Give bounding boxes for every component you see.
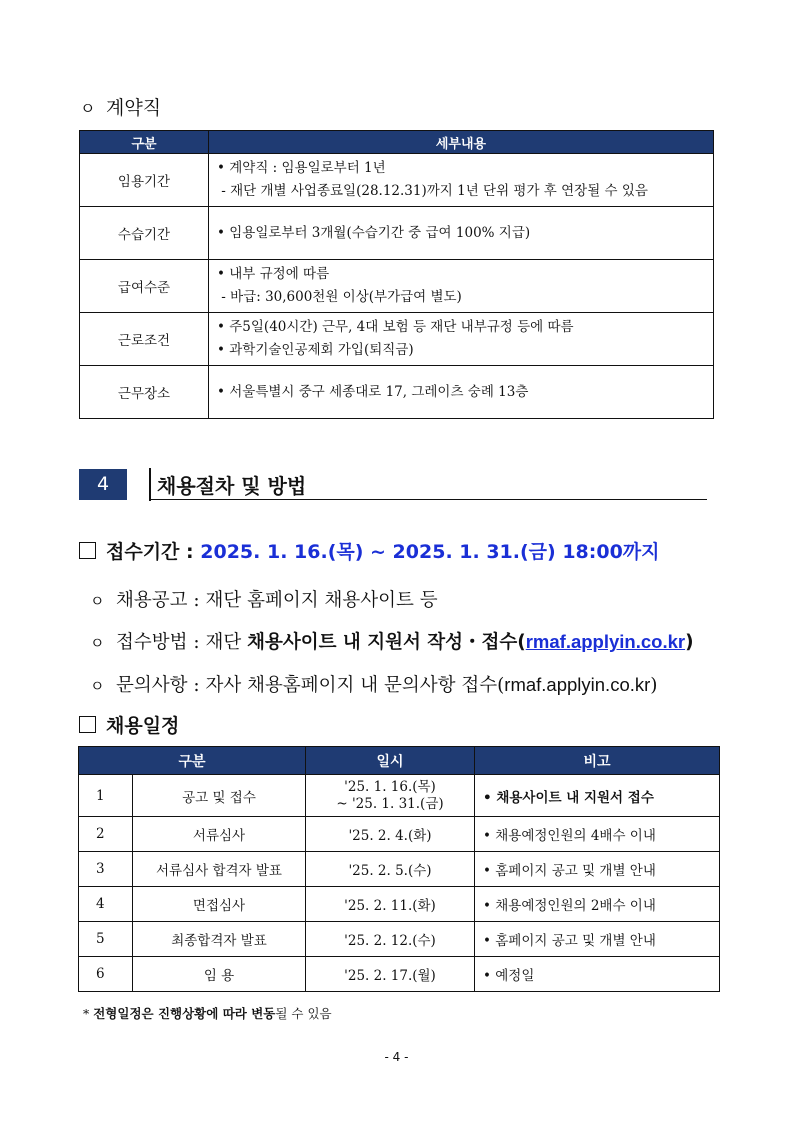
application-period — [79, 537, 660, 564]
circle-bullet-icon: ㅇ — [90, 634, 105, 652]
row-stage: 임 용 — [133, 957, 306, 992]
row-note: • 채용예정인원의 2배수 이내 — [475, 887, 720, 922]
footnote-bold: 전형일정은 진행상황에 따라 변동 — [93, 1006, 276, 1021]
detail-line: • 주5일(40시간) 근무, 4대 보험 등 재단 내부규정 등에 따름 — [217, 319, 574, 335]
detail-line: • 임용일로부터 3개월(수습기간 중 급여 100% 지급) — [217, 224, 531, 241]
row-stage: 서류심사 — [133, 817, 306, 852]
table-row — [80, 207, 714, 260]
detail-line: • 과학기술인공제회 가입(퇴직금) — [217, 342, 414, 358]
row-number: 4 — [79, 887, 133, 922]
section-underline — [151, 499, 707, 500]
circle-bullet-icon: ㅇ — [90, 592, 105, 610]
section-title: 채용절차 및 방법 — [157, 474, 307, 498]
row-stage: 최종합격자 발표 — [133, 922, 306, 957]
row-note: • 홈페이지 공고 및 개별 안내 — [475, 922, 720, 957]
row-number: 5 — [79, 922, 133, 957]
schedule-header-note: 비고 — [475, 747, 720, 775]
detail-line: • 서울특별시 중구 세종대로 17, 그레이츠 숭례 13층 — [217, 383, 529, 400]
method-close: ) — [685, 632, 694, 653]
contract-heading — [80, 93, 161, 120]
row-number: 1 — [79, 775, 133, 817]
application-period-label: 접수기간 : — [106, 541, 194, 563]
row-stage: 면접심사 — [133, 887, 306, 922]
contract-table — [79, 130, 714, 419]
schedule-heading — [79, 711, 179, 738]
table-row — [80, 154, 714, 207]
table-row — [80, 313, 714, 366]
contract-header-detail: 세부내용 — [209, 131, 714, 154]
contract-title: 계약직 — [106, 97, 162, 119]
row-detail — [209, 260, 714, 313]
row-number: 2 — [79, 817, 133, 852]
schedule-header-date: 일시 — [306, 747, 475, 775]
row-date — [306, 775, 475, 817]
detail-line: - 재단 개별 사업종료일(28.12.31)까지 1년 단위 평가 후 연장될 수 있음 — [217, 183, 648, 199]
row-date: '25. 2. 5.(수) — [306, 852, 475, 887]
section-divider — [149, 468, 151, 501]
detail-line: • 내부 규정에 따름 — [217, 266, 330, 282]
table-row — [79, 775, 720, 817]
detail-line: - 바급: 30,600천원 이상(부가급여 별도) — [217, 289, 462, 305]
schedule-title: 채용일정 — [106, 715, 180, 737]
circle-bullet-icon: ㅇ — [80, 99, 96, 118]
section-number-badge: 4 — [79, 469, 127, 500]
page-number: - 4 - — [384, 1050, 409, 1064]
row-detail — [209, 154, 714, 207]
row-label: 임용기간 — [80, 154, 209, 207]
row-note: • 채용사이트 내 지원서 접수 — [475, 775, 720, 817]
notice-text: 채용공고 : 재단 홈페이지 채용사이트 등 — [116, 590, 438, 611]
row-label: 근로조건 — [80, 313, 209, 366]
row-number: 3 — [79, 852, 133, 887]
row-date-line: ~ '25. 1. 31.(금) — [336, 795, 444, 812]
table-row — [79, 922, 720, 957]
inquiry-prefix: 문의사항 : 자사 채용홈페이지 내 문의사항 접수( — [116, 675, 505, 696]
row-date-line: '25. 1. 16.(목) — [344, 778, 436, 795]
table-row — [79, 957, 720, 992]
footnote-star: * — [83, 1006, 90, 1021]
footnote-rest: 될 수 있음 — [275, 1006, 332, 1021]
method-bold: 채용사이트 내 지원서 작성・접수( — [247, 632, 526, 653]
list-item — [90, 628, 694, 654]
table-row — [79, 852, 720, 887]
row-note: • 예정일 — [475, 957, 720, 992]
list-item — [90, 671, 658, 697]
schedule-header-category: 구분 — [79, 747, 306, 775]
row-number: 6 — [79, 957, 133, 992]
row-detail — [209, 207, 714, 260]
detail-line: • 계약직 : 임용일로부터 1년 — [217, 160, 386, 176]
row-date: '25. 2. 4.(화) — [306, 817, 475, 852]
contract-header-category: 구분 — [80, 131, 209, 154]
row-stage: 서류심사 합격자 발표 — [133, 852, 306, 887]
row-date: '25. 2. 11.(화) — [306, 887, 475, 922]
table-row — [80, 260, 714, 313]
application-period-value: 2025. 1. 16.(목) ~ 2025. 1. 31.(금) 18:00까지 — [200, 541, 660, 563]
inquiry-close: ) — [650, 675, 658, 696]
row-date: '25. 2. 12.(수) — [306, 922, 475, 957]
schedule-table — [78, 746, 720, 992]
list-item — [90, 586, 438, 612]
square-bullet-icon — [79, 716, 96, 733]
row-date: '25. 2. 17.(월) — [306, 957, 475, 992]
row-note: • 채용예정인원의 4배수 이내 — [475, 817, 720, 852]
table-row — [79, 887, 720, 922]
square-bullet-icon — [79, 542, 96, 559]
row-label: 근무장소 — [80, 366, 209, 419]
row-detail — [209, 366, 714, 419]
method-prefix: 접수방법 : 재단 — [116, 632, 248, 653]
table-row — [79, 817, 720, 852]
inquiry-url: rmaf.applyin.co.kr — [504, 674, 651, 695]
footnote — [83, 1004, 332, 1022]
row-detail — [209, 313, 714, 366]
row-label: 급여수준 — [80, 260, 209, 313]
apply-site-link[interactable]: rmaf.applyin.co.kr — [525, 631, 686, 652]
row-stage: 공고 및 접수 — [133, 775, 306, 817]
circle-bullet-icon: ㅇ — [90, 677, 105, 695]
row-note: • 홈페이지 공고 및 개별 안내 — [475, 852, 720, 887]
row-label: 수습기간 — [80, 207, 209, 260]
table-row — [80, 366, 714, 419]
